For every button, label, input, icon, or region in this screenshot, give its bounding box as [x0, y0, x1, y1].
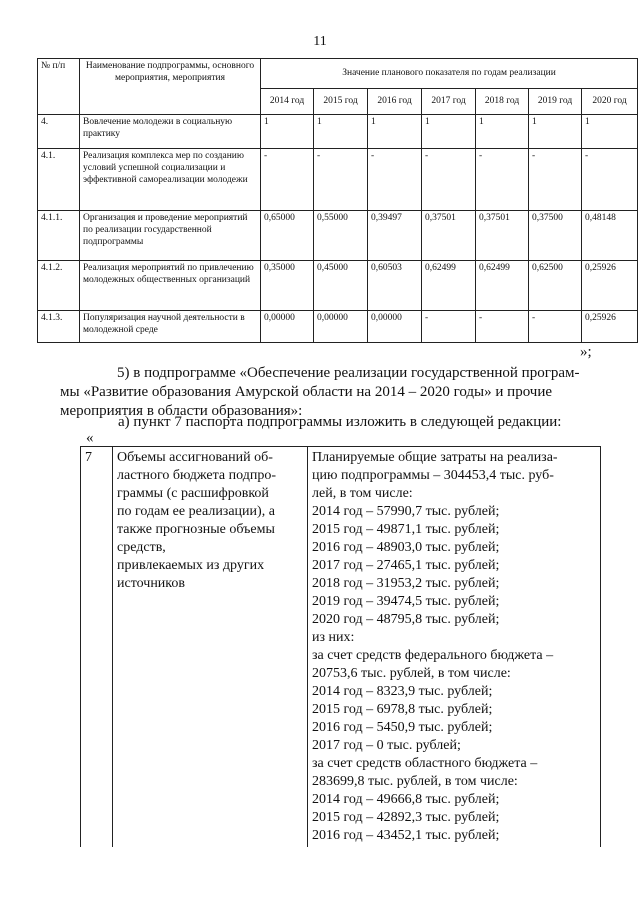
row-value: 0,00000: [314, 311, 368, 343]
passport-value-line: 2015 год – 6978,8 тыс. рублей;: [312, 702, 493, 717]
header-name: Наименование подпрограммы, основного мероприятия, мероприятия: [80, 59, 261, 115]
passport-label-line: ластного бюджета подпро-: [117, 468, 276, 483]
passport-value-line: 2016 год – 43452,1 тыс. рублей;: [312, 828, 500, 843]
header-year: 2016 год: [368, 89, 422, 115]
row-name: Вовлечение молодежи в социальную практику: [80, 115, 261, 149]
row-value: 0,39497: [368, 211, 422, 261]
passport-label-line: привлекаемых из других: [117, 558, 265, 573]
header-values: Значение планового показателя по годам реализации: [261, 59, 638, 89]
row-value: -: [422, 311, 476, 343]
header-year: 2014 год: [261, 89, 314, 115]
row-value: 1: [582, 115, 638, 149]
passport-value-line: 20753,6 тыс. рублей, в том числе:: [312, 666, 511, 681]
passport-value-line: цию подпрограммы – 304453,4 тыс. руб-: [312, 468, 554, 483]
row-num: 4.1.3.: [38, 311, 80, 343]
passport-value-line: 2018 год – 31953,2 тыс. рублей;: [312, 576, 500, 591]
row-num: 4.: [38, 115, 80, 149]
passport-value-line: 2015 год – 42892,3 тыс. рублей;: [312, 810, 500, 825]
row-value: 1: [368, 115, 422, 149]
page-number: 11: [313, 34, 327, 49]
row-name: Реализация комплекса мер по созданию условий успешной социализации и эффективной самореализации молодежи: [80, 149, 261, 211]
passport-label-line: средств,: [117, 540, 166, 555]
row-value: 0,35000: [261, 261, 314, 311]
passport-value-line: 2016 год – 5450,9 тыс. рублей;: [312, 720, 493, 735]
row-num: 4.1.1.: [38, 211, 80, 261]
passport-num: 7: [81, 447, 113, 848]
passport-label-line: также прогнозные объемы: [117, 522, 275, 537]
header-year: 2017 год: [422, 89, 476, 115]
passport-value-line: Планируемые общие затраты на реализа-: [312, 450, 558, 465]
passport-value-line: 2015 год – 49871,1 тыс. рублей;: [312, 522, 500, 537]
passport-value-line: 2014 год – 8323,9 тыс. рублей;: [312, 684, 493, 699]
passport-value-line: 2016 год – 48903,0 тыс. рублей;: [312, 540, 500, 555]
row-value: 0,55000: [314, 211, 368, 261]
passport-value-line: лей, в том числе:: [312, 486, 413, 501]
row-value: -: [476, 311, 529, 343]
row-value: 1: [476, 115, 529, 149]
passport-value-line: 2019 год – 39474,5 тыс. рублей;: [312, 594, 500, 609]
paragraph-5-line: мы «Развитие образования Амурской области на 2014 – 2020 годы» и прочие: [60, 384, 553, 400]
table-row: [38, 115, 638, 149]
passport-value-line: за счет средств областного бюджета –: [312, 756, 538, 771]
header-year: 2015 год: [314, 89, 368, 115]
passport-label-line: граммы (с расшифровкой: [117, 486, 269, 501]
passport-value-line: 2020 год – 48795,8 тыс. рублей;: [312, 612, 500, 627]
table-row: [38, 261, 638, 311]
row-value: 0,00000: [368, 311, 422, 343]
closing-quote: »;: [580, 344, 592, 360]
passport-value-line: 2017 год – 27465,1 тыс. рублей;: [312, 558, 500, 573]
passport-label: [113, 447, 308, 848]
passport-table: [80, 446, 601, 847]
row-value: 0,25926: [582, 311, 638, 343]
passport-label-line: по годам ее реализации), а: [117, 504, 275, 519]
row-value: 0,25926: [582, 261, 638, 311]
row-value: 0,62499: [422, 261, 476, 311]
header-num: № п/п: [38, 59, 80, 115]
passport-value-line: за счет средств федерального бюджета –: [312, 648, 554, 663]
passport-value-line: 2014 год – 57990,7 тыс. рублей;: [312, 504, 500, 519]
header-year: 2018 год: [476, 89, 529, 115]
paragraph-5-line: мероприятия в области образования»:: [60, 403, 303, 419]
row-name: Реализация мероприятий по привлечению молодежных общественных организаций: [80, 261, 261, 311]
table-row: [38, 211, 638, 261]
row-value: -: [314, 149, 368, 211]
row-value: 1: [422, 115, 476, 149]
row-value: 0,37501: [422, 211, 476, 261]
passport-value-line: 2014 год – 49666,8 тыс. рублей;: [312, 792, 500, 807]
row-value: -: [476, 149, 529, 211]
row-value: 0,48148: [582, 211, 638, 261]
row-name: Популяризация научной деятельности в молодежной среде: [80, 311, 261, 343]
row-num: 4.1.2.: [38, 261, 80, 311]
paragraph-5-line: 5) в подпрограмме «Обеспечение реализации государственной програм-: [117, 365, 580, 381]
passport-label-line: Объемы ассигнований об-: [117, 450, 273, 465]
row-value: -: [529, 149, 582, 211]
table-row: [38, 149, 638, 211]
row-value: 1: [314, 115, 368, 149]
row-value: 1: [261, 115, 314, 149]
passport-label-line: источников: [117, 576, 186, 591]
row-num: 4.1.: [38, 149, 80, 211]
row-value: 0,62499: [476, 261, 529, 311]
opening-quote: «: [86, 430, 94, 446]
header-year: 2019 год: [529, 89, 582, 115]
row-name: Организация и проведение мероприятий по реализации государственной подпрограммы: [80, 211, 261, 261]
passport-value-line: из них:: [312, 630, 355, 645]
indicator-table: [37, 58, 638, 343]
row-value: -: [368, 149, 422, 211]
passport-value-line: 283699,8 тыс. рублей, в том числе:: [312, 774, 518, 789]
row-value: 0,65000: [261, 211, 314, 261]
passport-value: [308, 447, 601, 848]
row-value: -: [529, 311, 582, 343]
row-value: 0,62500: [529, 261, 582, 311]
row-value: 0,00000: [261, 311, 314, 343]
row-value: -: [582, 149, 638, 211]
paragraph-a: а) пункт 7 паспорта подпрограммы изложить в следующей редакции:: [118, 414, 562, 430]
row-value: 0,45000: [314, 261, 368, 311]
header-year: 2020 год: [582, 89, 638, 115]
row-value: 0,37501: [476, 211, 529, 261]
row-value: 0,37500: [529, 211, 582, 261]
passport-value-line: 2017 год – 0 тыс. рублей;: [312, 738, 461, 753]
table-row: [38, 311, 638, 343]
row-value: -: [261, 149, 314, 211]
row-value: 1: [529, 115, 582, 149]
row-value: -: [422, 149, 476, 211]
row-value: 0,60503: [368, 261, 422, 311]
